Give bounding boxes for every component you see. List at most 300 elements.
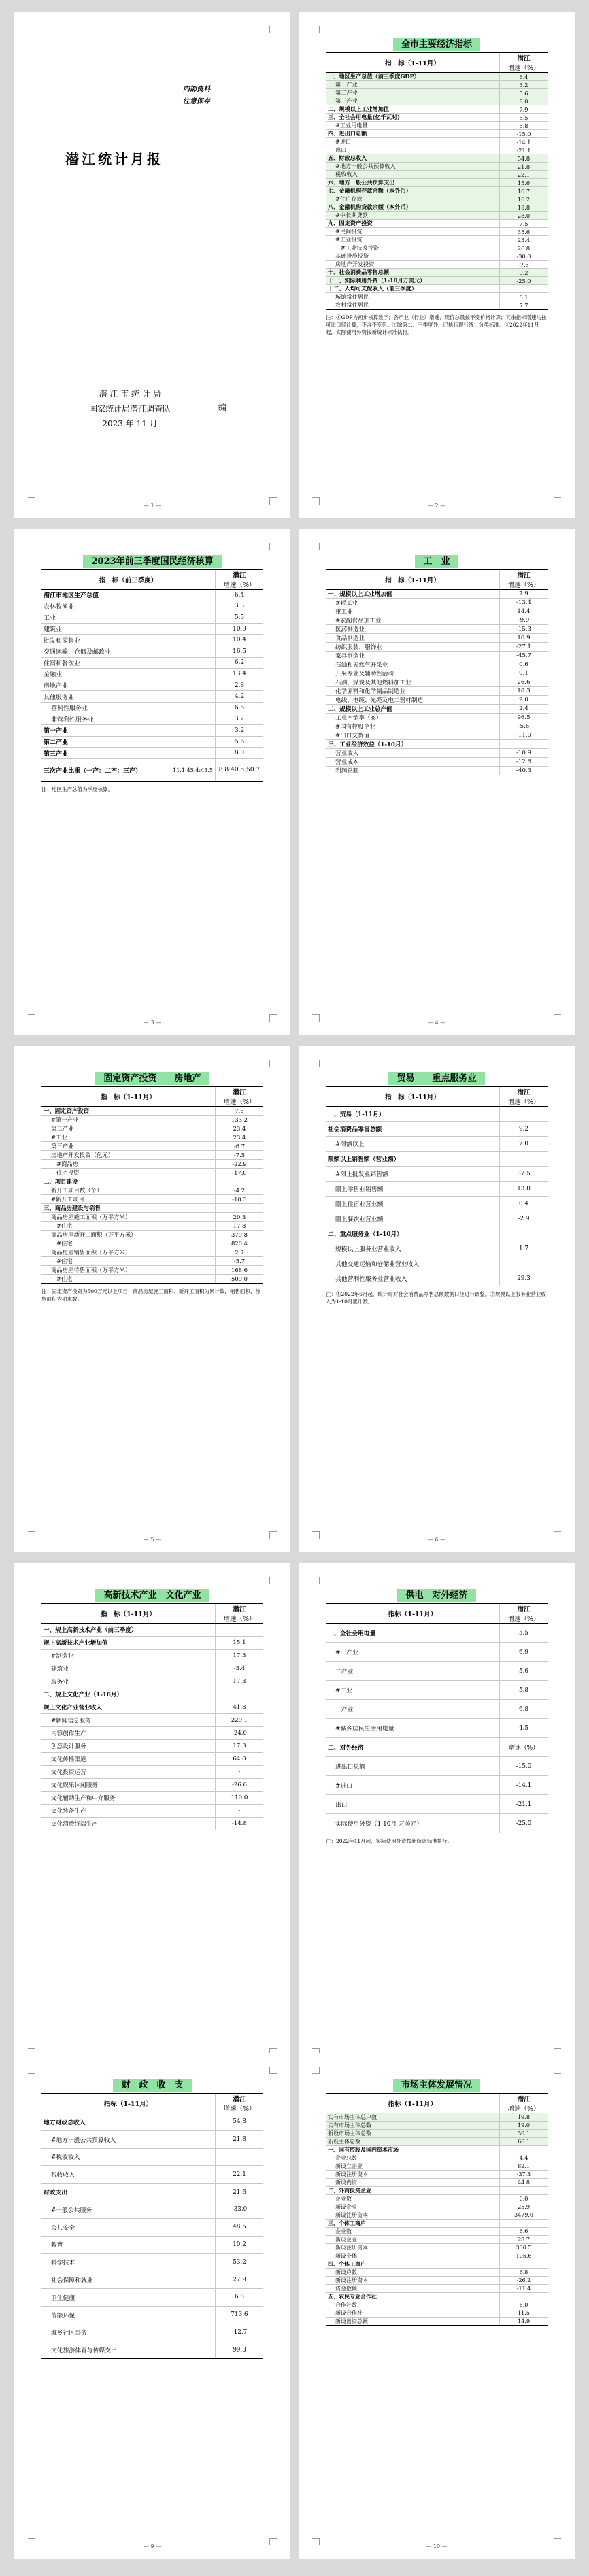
table-row	[41, 2254, 263, 2271]
table-row	[41, 702, 263, 714]
table-row	[326, 2244, 548, 2252]
row-label: 一、国有控股及国内资本市场	[326, 2146, 500, 2154]
column-header-region: 潜江	[216, 1087, 264, 1097]
table-section	[326, 1588, 548, 1845]
row-label: 文化传播渠道	[41, 1753, 216, 1766]
table-title-text: 贸易 重点服务业	[388, 1072, 484, 1085]
table-section	[41, 1071, 263, 1303]
table-row	[326, 73, 548, 81]
row-value: 7.0	[500, 1137, 548, 1152]
table-row	[41, 1248, 263, 1257]
table-row	[326, 599, 548, 607]
row-label: 新设企业	[326, 2203, 500, 2211]
row-value: 6.4	[500, 73, 548, 81]
table-row	[41, 657, 263, 669]
org-bureau: 潜 江 市 统 计 局	[99, 389, 161, 399]
crop-mark	[28, 26, 35, 33]
table-row	[326, 2195, 548, 2203]
page-number: — 2 —	[427, 503, 446, 509]
table-row	[326, 163, 548, 171]
row-label: 四、进出口总额	[326, 130, 500, 138]
crop-mark	[312, 543, 320, 550]
row-label: 文化辅助生产和中介服务	[41, 1792, 216, 1805]
row-value: 9.0	[500, 696, 548, 705]
table-row	[41, 1266, 263, 1275]
cover-page	[14, 12, 290, 518]
table-row	[326, 1107, 548, 1122]
table-row	[326, 2122, 548, 2130]
table-row	[326, 687, 548, 696]
row-label: 电线、电缆、光缆及电工器材制造	[326, 696, 500, 705]
row-label: 房地产开发投资（亿元）	[41, 1151, 216, 1160]
row-value: 21.8	[216, 2130, 264, 2148]
column-header-region: 潜江	[216, 1604, 264, 1614]
row-value	[500, 2187, 548, 2195]
column-header-growth: 增速（%）	[500, 580, 548, 590]
table-section	[326, 2077, 548, 2326]
row-label: 新设立企业	[326, 2162, 500, 2171]
table-row	[41, 1688, 263, 1701]
table-row	[326, 277, 548, 285]
table-row	[326, 2293, 548, 2301]
row-value: 41.3	[216, 1701, 264, 1714]
table-row	[41, 1177, 263, 1186]
page-number: — 9 —	[143, 2543, 162, 2549]
table-title-text: 固定资产投资 房地产	[95, 1072, 209, 1085]
row-value: 5.6	[500, 1662, 548, 1681]
table-row	[326, 1197, 548, 1211]
table-row	[41, 1257, 263, 1266]
row-label: 家具制造业	[326, 652, 500, 660]
row-label: 第一产业	[41, 725, 216, 737]
row-value: 5.8	[500, 122, 548, 130]
row-label: 实际使用外资（1-10月 万美元）	[326, 1814, 500, 1833]
row-label: 十二、人均可支配收入（前三季度）	[326, 285, 500, 293]
row-label: #工业用电量	[326, 122, 500, 130]
row-value: 10.4	[216, 635, 264, 646]
row-label: 第三产业	[326, 97, 500, 105]
table-row	[326, 114, 548, 122]
row-label: 第二产业	[41, 736, 216, 748]
table-title-text: 市场主体发展情况	[393, 2079, 480, 2092]
row-value: -7.5	[216, 1151, 264, 1160]
row-value: -40.3	[500, 767, 548, 775]
table-row	[41, 612, 263, 624]
row-label: 第二产业	[326, 89, 500, 97]
row-value: 4.5	[500, 1719, 548, 1738]
row-value: 8.8:40.5:50.7	[216, 758, 264, 781]
table-row	[326, 1256, 548, 1271]
row-label: 房地产开发投资	[326, 261, 500, 269]
keep-mark: 注意保存	[183, 98, 210, 105]
row-value: 10.7	[500, 187, 548, 195]
table-title	[326, 2077, 548, 2090]
row-value: 20.3	[216, 1213, 264, 1222]
table-row	[41, 736, 263, 748]
table-row	[326, 1137, 548, 1152]
table-row	[326, 89, 548, 97]
stats-table	[326, 52, 548, 310]
row-label: 二、规上文化产业（1-10月）	[41, 1688, 216, 1701]
stats-table	[326, 1603, 548, 1833]
row-value: 4.2	[216, 691, 264, 703]
table-row	[326, 1814, 548, 1833]
table-section	[326, 554, 548, 775]
table-row	[326, 722, 548, 731]
column-header-indicator: 指 标（前三季度）	[41, 570, 216, 590]
table-row	[41, 1818, 263, 1830]
row-value: -13.4	[500, 599, 548, 607]
row-value: 28.7	[500, 2236, 548, 2244]
table-row	[326, 2179, 548, 2187]
row-label: 二、对外经济	[326, 1738, 500, 1757]
row-value: 35.6	[500, 228, 548, 236]
table-row	[41, 2236, 263, 2254]
row-value	[500, 2146, 548, 2154]
row-value: 9.2	[500, 1122, 548, 1137]
row-label: #地方一般公共预算收入	[41, 2130, 216, 2148]
row-value: -6.7	[216, 1142, 264, 1151]
row-value: 8.0	[216, 748, 264, 759]
row-label: #轻工业	[326, 599, 500, 607]
row-label: 金融业	[41, 669, 216, 680]
row-label: 卫生健康	[41, 2288, 216, 2306]
row-value: 16.5	[216, 646, 264, 657]
column-header-region: 潜江	[500, 53, 548, 63]
row-label: 资金数额	[326, 2285, 500, 2293]
row-value: 37.5	[500, 1167, 548, 1182]
row-label: 工业	[41, 612, 216, 624]
table-row	[326, 1152, 548, 1167]
row-label: #制造业	[41, 1650, 216, 1662]
table-row	[41, 2288, 263, 2306]
row-label: #民间投资	[326, 228, 500, 236]
table-row	[41, 1275, 263, 1284]
row-label: 农村常住居民	[326, 301, 500, 310]
row-value: -14.8	[216, 1818, 264, 1830]
row-value: 23.4	[216, 1124, 264, 1133]
row-value: 1.7	[500, 1241, 548, 1256]
row-value: 66.1	[500, 2138, 548, 2146]
table-row	[326, 2211, 548, 2220]
row-value	[500, 285, 548, 293]
crop-mark	[554, 26, 561, 33]
table-row	[41, 1753, 263, 1766]
table-row	[326, 269, 548, 277]
row-value: 22.1	[500, 171, 548, 179]
row-label: 工业产销率（%）	[326, 714, 500, 722]
row-value: 13.0	[500, 1182, 548, 1197]
table-row	[326, 714, 548, 722]
table-row	[326, 2228, 548, 2236]
row-value: 14.9	[500, 2318, 548, 2326]
row-label: 五、财政总收入	[326, 154, 500, 163]
table-row	[326, 1167, 548, 1182]
report-page-p10	[299, 2053, 575, 2559]
row-value: 27.9	[216, 2271, 264, 2289]
report-page-p5	[14, 1046, 290, 1552]
row-label: 新设出资总额	[326, 2318, 500, 2326]
row-value: 21.8	[500, 163, 548, 171]
row-label: 二、外商投资企业	[326, 2187, 500, 2195]
table-row	[326, 1211, 548, 1226]
table-row	[326, 2318, 548, 2326]
table-row	[326, 1271, 548, 1286]
table-row	[326, 652, 548, 660]
row-value: 19.0	[500, 2122, 548, 2130]
column-header-indicator: 指标（1-11月）	[41, 2094, 216, 2113]
row-value: -37.3	[500, 2171, 548, 2179]
row-value: 53.2	[216, 2254, 264, 2271]
row-value: 133.2	[216, 1116, 264, 1124]
page-number: — 5 —	[143, 1537, 162, 1543]
row-label: #进口	[326, 1776, 500, 1795]
row-value: 99.3	[216, 2341, 264, 2359]
row-label: 四、个体工商户	[326, 2260, 500, 2269]
row-value: 17.3	[216, 1650, 264, 1662]
row-value	[500, 2260, 548, 2269]
table-row	[326, 1795, 548, 1814]
row-label: #住宅	[41, 1222, 216, 1231]
row-label: #一产业	[326, 1643, 500, 1662]
row-label: 商品房屋销售面积（万平方米）	[41, 1248, 216, 1257]
row-label: 一、规上高新技术产业（前三季度）	[41, 1624, 216, 1637]
row-value: 6.4	[216, 590, 264, 601]
row-label: 服务业	[41, 1675, 216, 1688]
row-label: 二、重点服务业（1-10月）	[326, 1226, 500, 1241]
row-value: -14.1	[500, 138, 548, 146]
row-value: 3.2	[216, 725, 264, 737]
column-header-growth: 增速（%）	[216, 1097, 264, 1107]
row-label: 新设合作社	[326, 2309, 500, 2318]
stats-table	[41, 2093, 263, 2359]
table-row	[326, 634, 548, 643]
table-row	[326, 2203, 548, 2211]
table-row	[326, 105, 548, 114]
table-row	[326, 696, 548, 705]
table-row	[326, 2309, 548, 2318]
table-row	[326, 590, 548, 599]
row-label: 节能环保	[41, 2306, 216, 2324]
table-row	[326, 1681, 548, 1700]
row-label: 营业收入	[326, 749, 500, 758]
table-title-text: 供电 对外经济	[397, 1589, 475, 1602]
row-value: 7.5	[216, 1107, 264, 1116]
table-title	[326, 1588, 548, 1601]
row-label: 建筑业	[41, 623, 216, 635]
row-label: 十、社会消费品零售总额	[326, 269, 500, 277]
crop-mark	[269, 1577, 277, 1584]
table-row	[326, 758, 548, 767]
table-row	[326, 195, 548, 203]
row-value: 105.6	[500, 2252, 548, 2260]
table-row	[41, 1160, 263, 1169]
row-label: 交通运输、仓储及邮政业	[41, 646, 216, 657]
row-label: #一般公共服务	[41, 2201, 216, 2218]
table-row	[41, 1637, 263, 1650]
row-label: 建筑业	[41, 1662, 216, 1675]
row-value: -10.9	[500, 749, 548, 758]
table-row	[326, 1719, 548, 1738]
table-row	[326, 154, 548, 163]
table-row	[41, 1124, 263, 1133]
row-value: -26.2	[500, 2277, 548, 2285]
table-row	[326, 2220, 548, 2228]
row-label: 其他交通运输和仓储业营业收入	[326, 1256, 500, 1271]
row-label: #进口	[326, 138, 500, 146]
row-value: 29.3	[500, 1271, 548, 1286]
row-label: #农副食品加工业	[326, 616, 500, 625]
table-row	[41, 1133, 263, 1142]
table-row	[41, 714, 263, 725]
row-label: #第一产业	[41, 1116, 216, 1124]
row-label: 限额以上销售额（营业额）	[326, 1152, 500, 1167]
table-row	[326, 669, 548, 678]
row-value: 13.4	[216, 669, 264, 680]
row-value: 6.0	[500, 2301, 548, 2309]
table-row	[41, 1714, 263, 1727]
table-row	[41, 1675, 263, 1688]
crop-mark	[28, 2067, 35, 2074]
page-number: — 3 —	[143, 1020, 162, 1026]
row-label: 规上文化产业营业收入	[41, 1701, 216, 1714]
row-value: -10.3	[216, 1195, 264, 1204]
table-title	[41, 554, 263, 567]
row-value: 379.8	[216, 1231, 264, 1239]
table-row	[326, 607, 548, 616]
row-label: 重工业	[326, 607, 500, 616]
row-label: 一、贸易（1-11月）	[326, 1107, 500, 1122]
row-label: 限上零售业销售额	[326, 1182, 500, 1197]
table-title	[326, 554, 548, 567]
row-value: 229.1	[216, 1714, 264, 1727]
row-label: 文化装备生产	[41, 1805, 216, 1818]
crop-mark	[554, 543, 561, 550]
row-value: 10.2	[216, 2236, 264, 2254]
table-row	[41, 1779, 263, 1792]
table-row	[41, 1805, 263, 1818]
row-value: 64.0	[216, 1753, 264, 1766]
column-header-growth: 增速（%）	[500, 63, 548, 73]
row-value: -9.9	[500, 616, 548, 625]
row-label: 规模以上服务业营业收入	[326, 1241, 500, 1256]
table-row	[326, 122, 548, 130]
table-row	[326, 285, 548, 293]
table-row	[41, 1624, 263, 1637]
table-note: 注：固定资产投资为500万元以上项目；商品房屋施工面积、新开工面积为累计数，销售面积、待售面积为期末数。	[41, 1288, 260, 1302]
table-row	[326, 228, 548, 236]
row-label: 七、金融机构存款余额（本外币）	[326, 187, 500, 195]
row-label: #工业	[41, 1133, 216, 1142]
report-page-p4	[299, 529, 575, 1035]
row-label: 限上住宿业营业额	[326, 1197, 500, 1211]
table-row	[326, 293, 548, 301]
row-label: 企业数	[326, 2195, 500, 2203]
table-section	[41, 554, 263, 793]
table-row	[41, 1107, 263, 1116]
report-page-p6	[299, 1046, 575, 1552]
crop-mark	[28, 1060, 35, 1067]
crop-mark	[554, 1060, 561, 1067]
crop-mark	[312, 26, 320, 33]
row-label: 新设内资	[326, 2179, 500, 2187]
row-label: 八、金融机构贷款余额（本外币）	[326, 203, 500, 212]
row-value: 11.5	[500, 2309, 548, 2318]
table-row	[326, 1662, 548, 1681]
row-value: 5.5	[500, 114, 548, 122]
row-value: 26.6	[500, 678, 548, 687]
row-value: 6.8	[216, 2288, 264, 2306]
row-label: 三次产业比重（一产：二产：三产）	[41, 758, 163, 781]
table-row	[41, 758, 263, 781]
row-value: 3.2	[500, 81, 548, 89]
stats-table	[326, 1086, 548, 1286]
table-row	[41, 2184, 263, 2201]
table-row	[326, 740, 548, 749]
row-value: 2.7	[216, 1248, 264, 1257]
report-page-p8	[299, 1563, 575, 2069]
row-value-alt: 11.1:45.4:43.5	[163, 758, 216, 781]
table-title	[326, 37, 548, 50]
row-label: 三、工业经济效益（1-10月）	[326, 740, 500, 749]
row-label: #新开工项目	[41, 1195, 216, 1204]
row-value: 7.7	[500, 301, 548, 310]
row-label: #住宅	[41, 1257, 216, 1266]
table-row	[326, 2113, 548, 2122]
table-row	[326, 2236, 548, 2244]
row-label: 科学技术	[41, 2254, 216, 2271]
row-value	[500, 1152, 548, 1167]
crop-mark	[269, 543, 277, 550]
row-label: 二、规模以上工业增加值	[326, 105, 500, 114]
row-value: 6.6	[500, 2228, 548, 2236]
row-label: 其他营利性服务业营业收入	[326, 1271, 500, 1286]
row-label: 实有市场主体总户数	[326, 2113, 500, 2122]
row-value: 15.6	[500, 179, 548, 187]
table-row	[41, 748, 263, 759]
table-row	[326, 678, 548, 687]
row-value: 82.1	[500, 2162, 548, 2171]
row-value: 96.5	[500, 714, 548, 722]
row-value: 8.0	[500, 97, 548, 105]
table-row	[41, 2201, 263, 2218]
row-label: 实有市场主体总数	[326, 2122, 500, 2130]
table-section	[41, 1588, 263, 1830]
table-row	[326, 1182, 548, 1197]
stats-table	[326, 2093, 548, 2326]
crop-mark	[312, 2067, 320, 2074]
row-label: 新设户数	[326, 2269, 500, 2277]
table-row	[41, 2341, 263, 2359]
stats-table	[41, 1086, 263, 1284]
table-row	[326, 749, 548, 758]
row-value: -15.3	[500, 625, 548, 634]
row-label: #税收收入	[41, 2148, 216, 2166]
row-label: 出口	[326, 1795, 500, 1814]
table-row	[41, 1169, 263, 1177]
row-label: 公共安全	[41, 2218, 216, 2236]
table-row	[326, 616, 548, 625]
column-header-region: 潜江	[216, 570, 264, 580]
row-label: 一、全社会用电量	[326, 1624, 500, 1643]
row-value	[216, 1688, 264, 1701]
row-value: 4.4	[500, 2154, 548, 2162]
row-label: #地方一般公共预算收入	[326, 163, 500, 171]
row-label: 商品房屋施工面积（万平方米）	[41, 1213, 216, 1222]
table-row	[326, 2277, 548, 2285]
table-row	[41, 1116, 263, 1124]
row-value: -21.1	[500, 1795, 548, 1814]
